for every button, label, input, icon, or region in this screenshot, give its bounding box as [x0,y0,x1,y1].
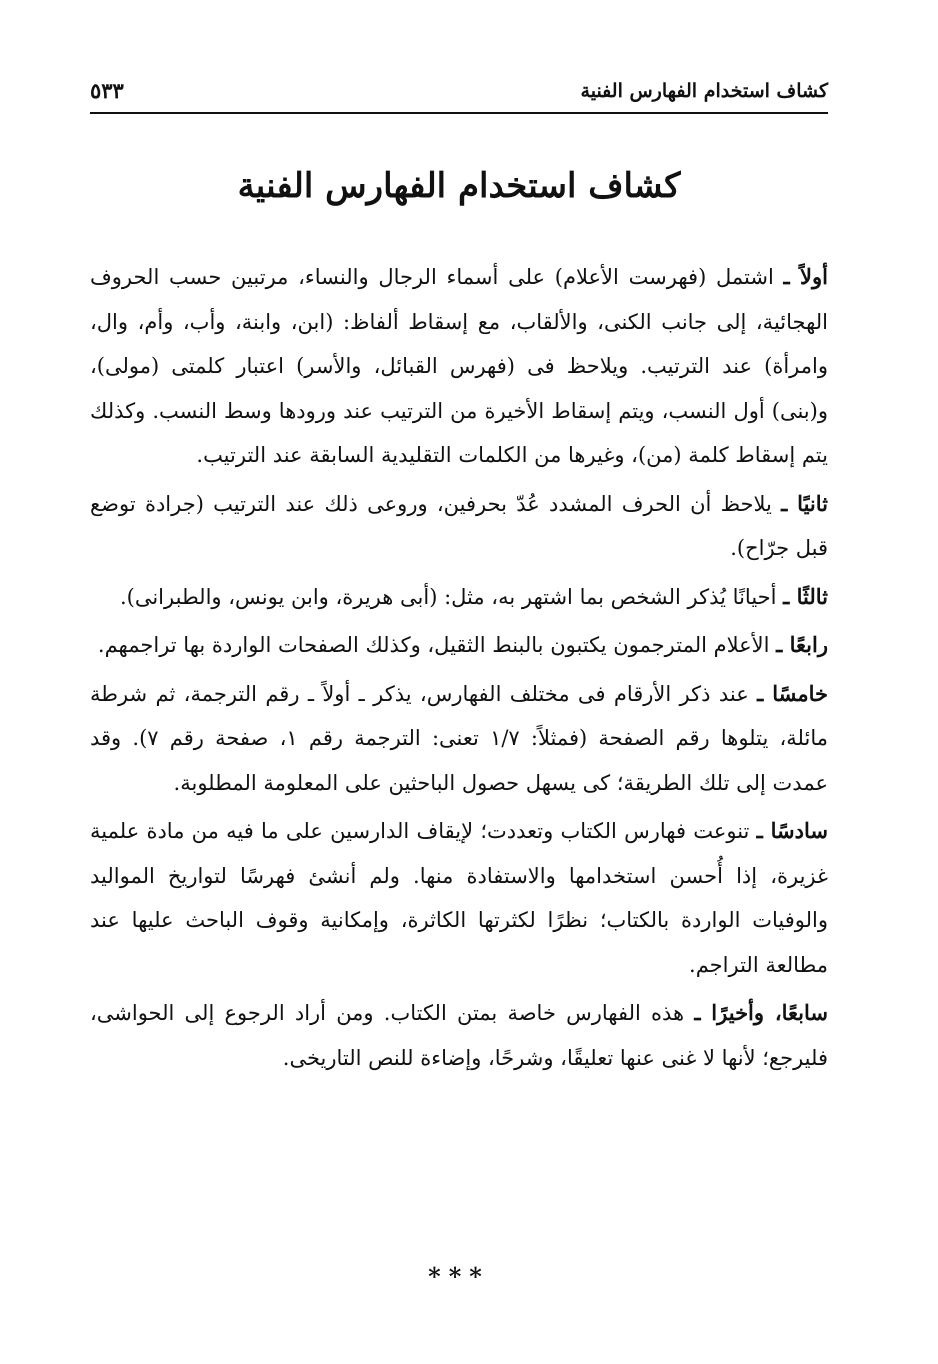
paragraph-sixth [90,809,828,987]
paragraph-text: الأعلام المترجمون يكتبون بالبنط الثقيل، وكذلك الصفحات الواردة بها تراجمهم. [97,633,777,657]
paragraph-first [90,255,828,478]
header-rule [90,112,828,114]
paragraph-text: تنوعت فهارس الكتاب وتعددت؛ لإيقاف الدارسين على ما فيه من مادة علمية غزيرة، إذا أُحسن استخدامها والاستفادة منها. ولم أنشئ فهرسًا لتواريخ المواليد والوفيات الواردة بالكتاب؛ نظرًا لكثرتها الكاثرة، وإمكانية وقوف الباحث عليها عند مطالعة التراجم. [90,819,828,977]
paragraph-lead: ثالثًا ـ [783,583,828,609]
running-title: كشاف استخدام الفهارس الفنية [580,80,828,102]
paragraph-second [90,482,828,571]
page-header [90,72,828,112]
closing-ornament: *** [428,1262,490,1291]
paragraph-text: عند ذكر الأرقام فى مختلف الفهارس، يذكر ـ أولاً ـ رقم الترجمة، ثم شرطة مائلة، يتلوها رقم الصفحة (فمثلاً: ١/٧ تعنى: الترجمة رقم ١، صفحة رقم ٧). وقد عمدت إلى تلك الطريقة؛ كى يسهل حصول الباحثين على المعلومة المطلوبة. [90,681,828,795]
body-text [90,255,828,1084]
paragraph-lead: سادسًا ـ [756,818,828,843]
paragraph-lead: خامسًا ـ [757,680,828,706]
paragraph-seventh [90,991,828,1080]
paragraph-text: يلاحظ أن الحرف المشدد عُدّ بحرفين، وروعى ذلك عند الترتيب (جرادة توضع قبل جرّاح). [90,491,828,560]
paragraph-lead: رابعًا ـ [776,632,828,657]
paragraph-text: اشتمل (فهرست الأعلام) على أسماء الرجال والنساء، مرتبين حسب الحروف الهجائية، إلى جانب الكنى، والألقاب، مع إسقاط ألفاظ: (ابن، وابنة، وأب، وأم، وال، وامرأة) عند الترتيب. ويلاحظ فى (فهرس القبائل، والأسر) اعتبار كلمتى (مولى)، و(بنى) أول النسب، ويتم إسقاط الأخيرة من الترتيب عند ورودها وسط النسب. وكذلك يتم إسقاط كلمة (من)، وغيرها من الكلمات التقليدية السابقة عند الترتيب. [90,265,828,467]
paragraph-fourth [90,623,828,668]
paragraph-third [90,575,828,620]
paragraph-lead: سابعًا، وأخيرًا ـ [694,1000,828,1025]
page-number: ٥٣٣ [90,78,124,103]
paragraph-fifth [90,672,828,806]
paragraph-text: أحيانًا يُذكر الشخص بما اشتهر به، مثل: (أبى هريرة، وابن يونس، والطبرانى). [119,584,784,609]
paragraph-lead: أولاً ـ [783,264,828,289]
paragraph-text: هذه الفهارس خاصة بمتن الكتاب. ومن أراد الرجوع إلى الحواشى، فليرجع؛ لأنها لا غنى عنها تعليقًا، وشرحًا، وإضاءة للنص التاريخى. [90,1001,828,1070]
page-title: كشاف استخدام الفهارس الفنية [237,166,681,206]
paragraph-lead: ثانيًا ـ [781,490,828,516]
